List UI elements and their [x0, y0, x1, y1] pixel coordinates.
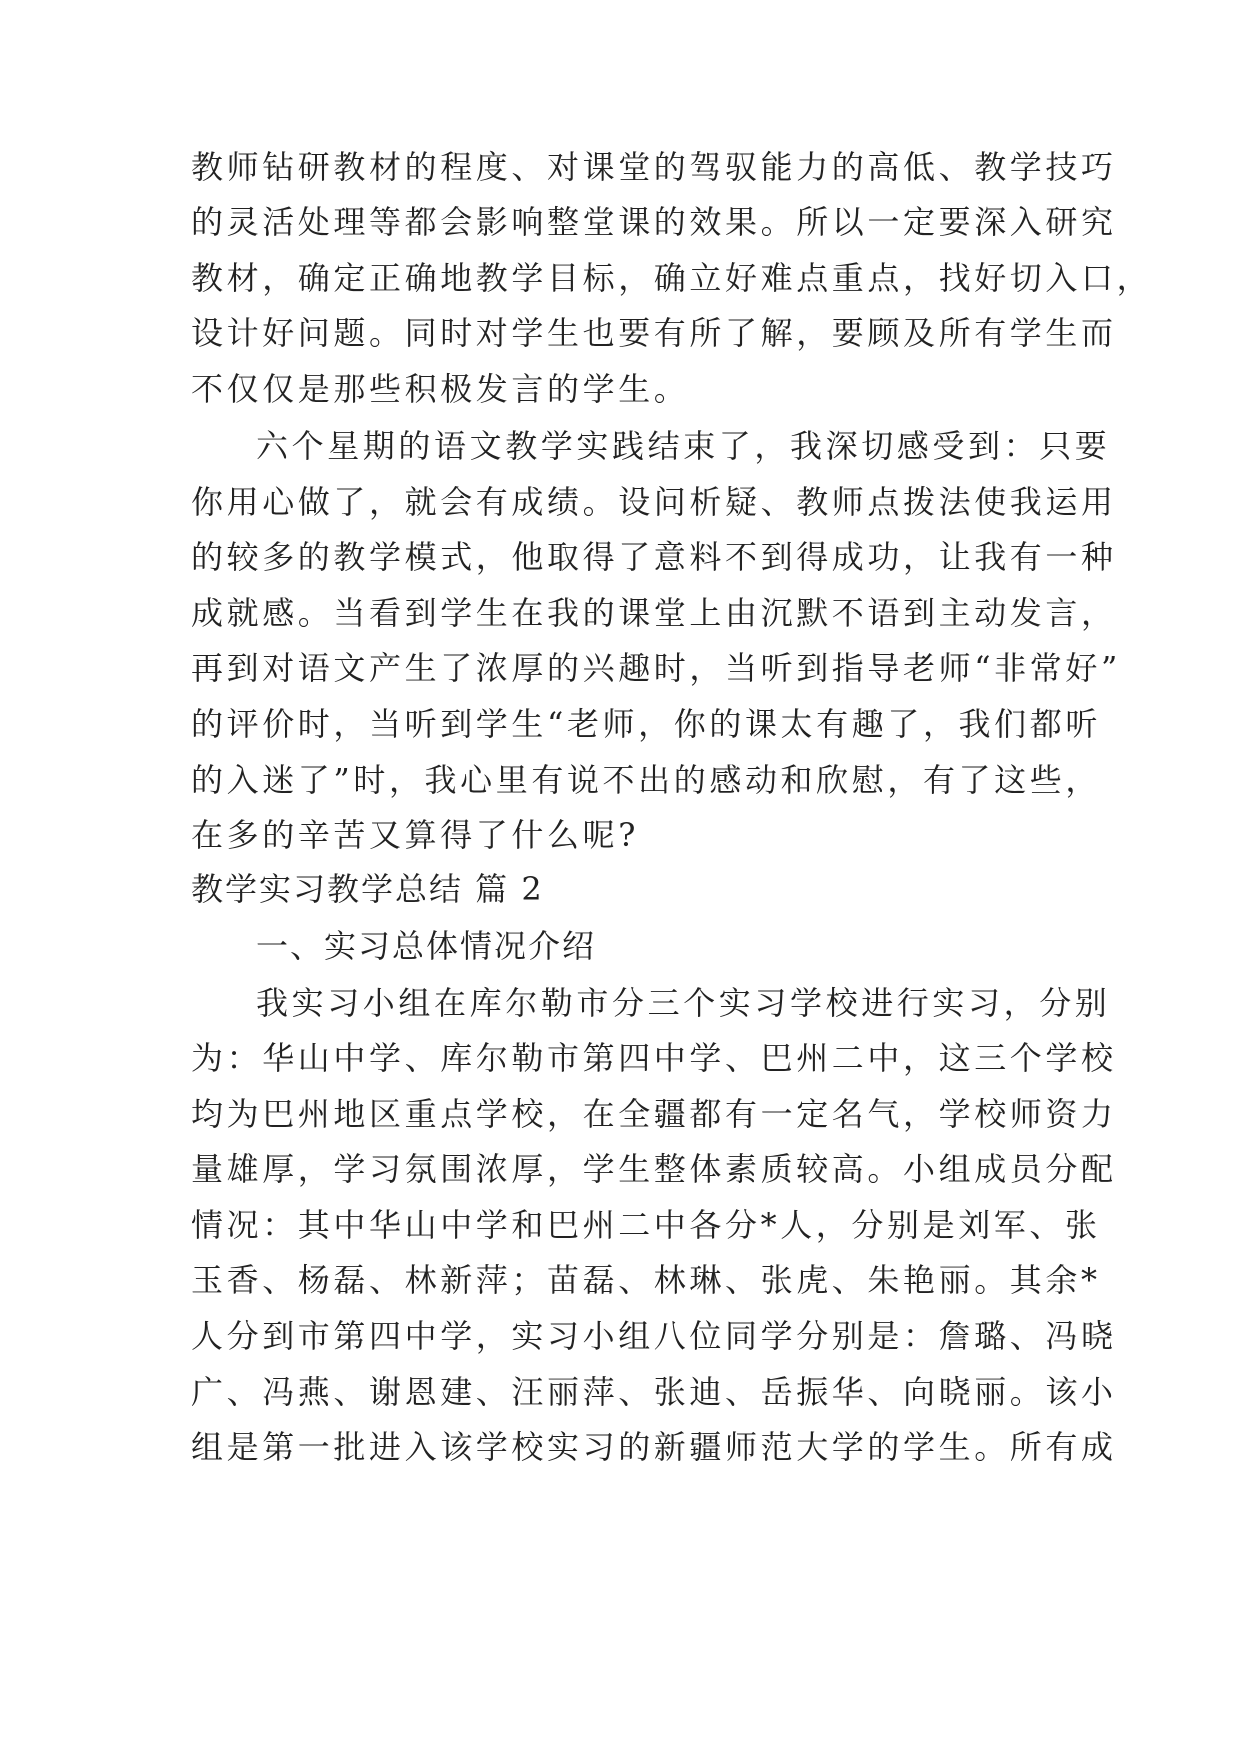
text-line: 为：华山中学、库尔勒市第四中学、巴州二中，这三个学校: [191, 1039, 1117, 1077]
text-line: 不仅仅是那些积极发言的学生。: [191, 370, 690, 408]
text-line: 的入迷了”时，我心里有说不出的感动和欣慰，有了这些，: [191, 761, 1101, 799]
text-line: 组是第一批进入该学校实习的新疆师范大学的学生。所有成: [191, 1428, 1117, 1466]
text-line: 量雄厚，学习氛围浓厚，学生整体素质较高。小组成员分配: [191, 1150, 1117, 1188]
text-line: 情况：其中华山中学和巴州二中各分*人，分别是刘军、张: [191, 1206, 1101, 1244]
text-line: 人分到市第四中学，实习小组八位同学分别是：詹璐、冯晓: [191, 1317, 1117, 1355]
section-heading: 教学实习教学总结 篇 2: [191, 870, 544, 908]
text-line: 教材，确定正确地教学目标，确立好难点重点，找好切入口，: [191, 259, 1153, 297]
paragraph-start-line: 六个星期的语文教学实践结束了，我深切感受到：只要: [256, 427, 1111, 465]
text-line: 在多的辛苦又算得了什么呢?: [191, 816, 639, 854]
text-line: 教师钻研教材的程度、对课堂的驾驭能力的高低、教学技巧: [191, 148, 1117, 186]
paragraph-start-line: 我实习小组在库尔勒市分三个实习学校进行实习，分别: [256, 984, 1111, 1022]
text-line: 你用心做了，就会有成绩。设问析疑、教师点拨法使我运用: [191, 483, 1117, 521]
text-line: 再到对语文产生了浓厚的兴趣时，当听到指导老师“非常好”: [191, 649, 1121, 687]
text-line: 广、冯燕、谢恩建、汪丽萍、张迪、岳振华、向晓丽。该小: [191, 1373, 1117, 1411]
text-line: 的较多的教学模式，他取得了意料不到得成功，让我有一种: [191, 538, 1117, 576]
text-line: 设计好问题。同时对学生也要有所了解，要顾及所有学生而: [191, 314, 1117, 352]
subsection-heading: 一、实习总体情况介绍: [256, 927, 597, 965]
text-line: 的灵活处理等都会影响整堂课的效果。所以一定要深入研究: [191, 203, 1117, 241]
text-line: 的评价时，当听到学生“老师，你的课太有趣了，我们都听: [191, 705, 1101, 743]
text-line: 成就感。当看到学生在我的课堂上由沉默不语到主动发言，: [191, 594, 1117, 632]
text-line: 均为巴州地区重点学校，在全疆都有一定名气，学校师资力: [191, 1095, 1117, 1133]
text-line: 玉香、杨磊、林新萍；苗磊、林琳、张虎、朱艳丽。其余*: [191, 1261, 1101, 1299]
